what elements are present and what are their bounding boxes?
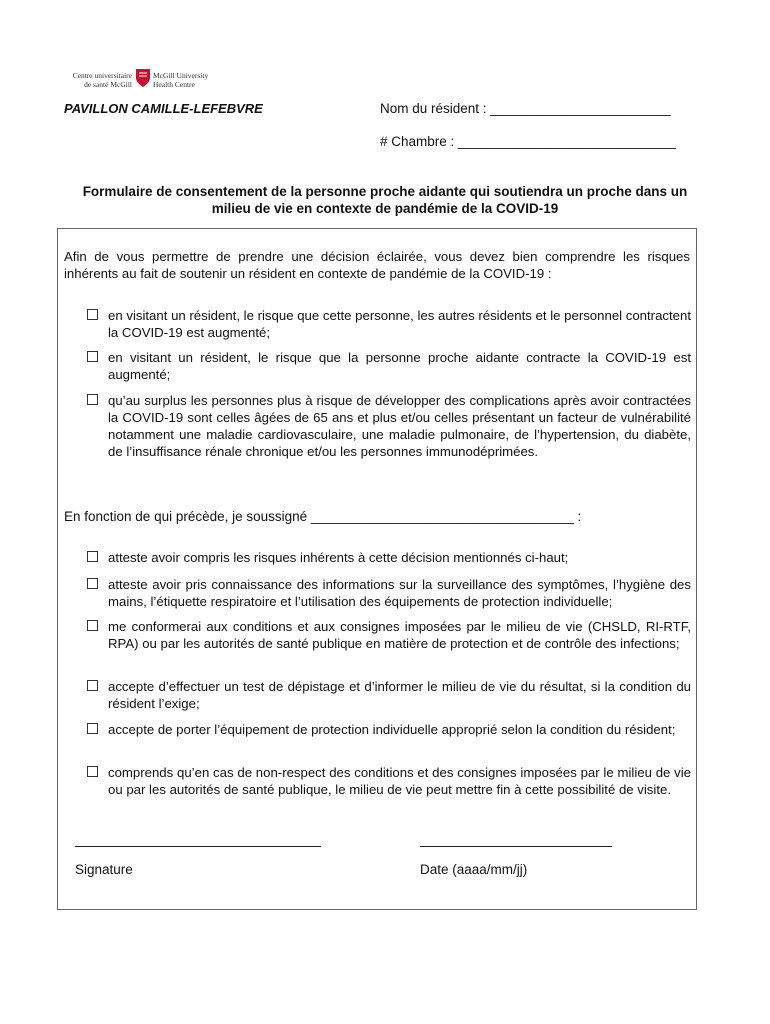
mcgill-logo (64, 68, 222, 98)
checkbox[interactable] (87, 680, 98, 691)
pavillon-name: PAVILLON CAMILLE-LEFEBVRE (64, 101, 263, 116)
risk-text: en visitant un résident, le risque que cette personne, les autres résidents et le personnel contractent la COVID-19 est augmenté; (108, 308, 691, 340)
signature-label: Signature (75, 862, 133, 877)
checkbox[interactable] (87, 551, 98, 562)
undersigned-line[interactable]: En fonction de qui précède, je soussigné ___________________________________ : (64, 509, 582, 524)
room-number-field[interactable]: # Chambre : _____________________________ (380, 134, 676, 149)
logo-en-line1: McGill University (153, 71, 209, 80)
checkbox[interactable] (87, 309, 98, 320)
checkbox[interactable] (87, 351, 98, 362)
commitment-text: atteste avoir compris les risques inhérents à cette décision mentionnés ci-haut; (108, 550, 569, 565)
commitment-text: accepte de porter l’équipement de protection individuelle approprié selon la condition du résident; (108, 722, 676, 737)
logo-en-line2: Health Centre (153, 79, 195, 89)
form-title: Formulaire de consentement de la personne proche aidante qui soutiendra un proche dans un milieu de vie en contexte de pandémie de la COVID-19 (82, 184, 688, 216)
commitment-text: comprends qu’en cas de non-respect des conditions et des consignes imposées par le milieu de vie ou par les autorités de santé publique, le milieu de vie peut mettre fin à cette possibilité de visite. (108, 765, 691, 797)
checkbox[interactable] (87, 394, 98, 405)
commitment-text: atteste avoir pris connaissance des informations sur la surveillance des symptômes, l’hygiène des mains, l’étiquette respiratoire et l’utilisation des équipements de protection individuelle; (108, 577, 691, 609)
logo-text-fr (66, 72, 132, 89)
logo-text-en (153, 72, 223, 89)
date-line[interactable] (420, 846, 612, 847)
logo-fr-line1: Centre universitaire (72, 71, 132, 80)
logo-fr-line2: de santé McGill (84, 79, 132, 89)
risk-text: en visitant un résident, le risque que la personne proche aidante contracte la COVID-19 est augmenté; (108, 350, 691, 382)
commitment-text: accepte d’effectuer un test de dépistage et d’informer le milieu de vie du résultat, si la condition du résident l’exige; (108, 679, 691, 711)
intro-text: Afin de vous permettre de prendre une décision éclairée, vous devez bien comprendre les risques inhérents au fait de soutenir un résident en contexte de pandémie de la COVID-19 : (64, 249, 690, 281)
date-label: Date (aaaa/mm/jj) (420, 862, 528, 877)
risk-text: qu’au surplus les personnes plus à risque de développer des complications après avoir contractées la COVID-19 sont celles âgées de 65 ans et plus et/ou celles présentant un facteur de vulnérabilité notamment une maladie cardiovasculaire, une maladie pulmonaire, de l’hypertension, du diabète, de l’insuffisance rénale chronique et/ou les personnes immunodéprimées. (108, 393, 691, 459)
commitment-text: me conformerai aux conditions et aux consignes imposées par le milieu de vie (CHSLD, RI-RTF, RPA) ou par les autorités de santé publique en matière de protection et de contrôle des infections; (108, 619, 691, 651)
checkbox[interactable] (87, 578, 98, 589)
shield-icon (135, 68, 151, 88)
resident-name-field[interactable]: Nom du résident : ________________________ (380, 101, 671, 116)
checkbox[interactable] (87, 620, 98, 631)
signature-line[interactable] (75, 846, 321, 847)
checkbox[interactable] (87, 766, 98, 777)
checkbox[interactable] (87, 723, 98, 734)
